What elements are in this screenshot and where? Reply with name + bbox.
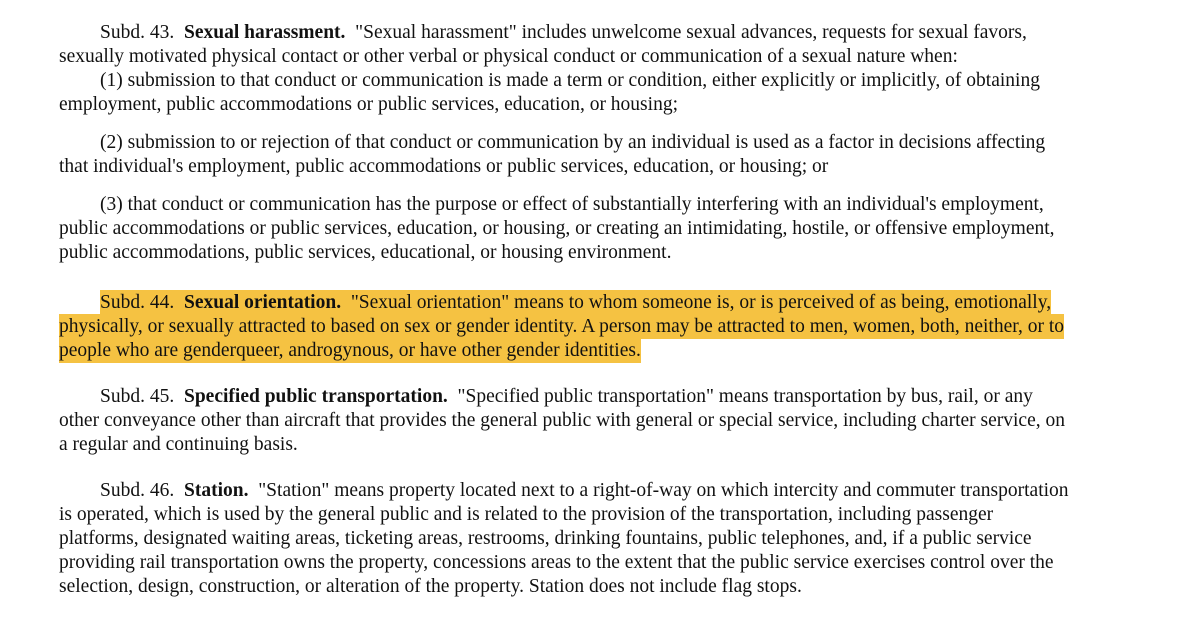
subd-44-term: Sexual orientation.	[183, 292, 342, 313]
subd-43-item-1: (1) submission to that conduct or communication is made a term or condition, either explicitly or implicitly, of obtaining employment, public accommodations or public services, education, or housing;	[59, 70, 1040, 115]
subd-45-number: Subd. 45.	[100, 386, 175, 407]
subd-46-paragraph	[59, 479, 1069, 599]
subd-45-term: Specified public transportation.	[183, 386, 448, 407]
subd-43-body: "Sexual harassment" includes unwelcome sexual advances, requests for sexual favors, sexually motivated physical contact or other verbal or physical conduct or communication of a sexual nature when:	[59, 22, 1027, 67]
subd-44-highlight	[59, 290, 1064, 363]
subd-43-paragraph	[59, 21, 1069, 69]
statute-document	[59, 21, 1069, 599]
subd-43-item-2: (2) submission to or rejection of that conduct or communication by an individual is used as a factor in decisions affecting that individual's employment, public accommodations or public services, education, or housing; or	[59, 132, 1046, 177]
subd-45-body: "Specified public transportation" means transportation by bus, rail, or any other conveyance other than aircraft that provides the general public with general or special service, including charter service, on a regular and continuing basis.	[59, 386, 1065, 455]
subd-44-body: "Sexual orientation" means to whom someone is, or is perceived of as being, emotionally, physically, or sexually attracted to based on sex or gender identity. A person may be attracted to men, women, both, neither, or to people who are genderqueer, androgynous, or have other gender identities.	[59, 292, 1064, 361]
subd-43-item-3: (3) that conduct or communication has the purpose or effect of substantially interfering with an individual's employment, public accommodations or public services, education, or housing, or creating an intimidating, hostile, or offensive employment, public accommodations, public services, educational, or housing environment.	[59, 194, 1055, 263]
subd-43-term: Sexual harassment.	[183, 22, 346, 43]
subd-46-term: Station.	[183, 480, 249, 501]
subd-44-number: Subd. 44.	[100, 292, 175, 313]
subd-43-number: Subd. 43.	[100, 22, 175, 43]
subd-45-paragraph	[59, 385, 1069, 457]
subd-44-paragraph	[59, 291, 1069, 363]
subd-46-number: Subd. 46.	[100, 480, 175, 501]
subd-46-body: "Station" means property located next to a right-of-way on which intercity and commuter transportation is operated, which is used by the general public and is related to the provision of the transportation, including passenger platforms, designated waiting areas, ticketing areas, restrooms, drinking fountains, public telephones, and, if a public service providing rail transportation owns the property, concessions areas to the extent that the public service exercises control over the selection, design, construction, or alteration of the property. Station does not include flag stops.	[59, 480, 1069, 597]
